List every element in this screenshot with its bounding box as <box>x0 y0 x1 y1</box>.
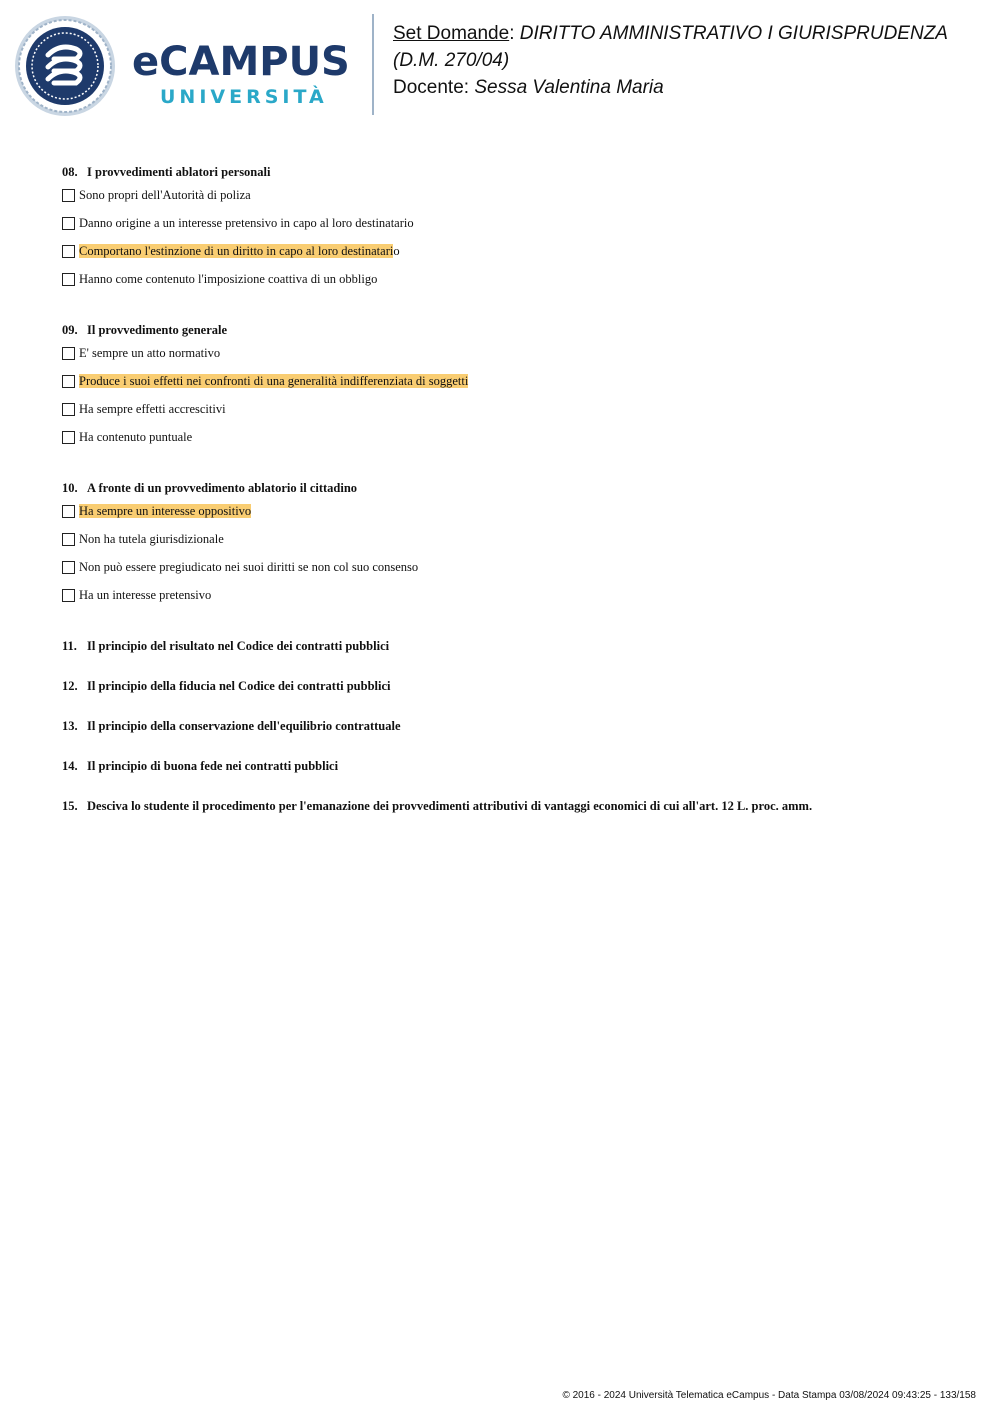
answer-checkbox[interactable] <box>62 375 75 388</box>
answer-options <box>62 346 962 458</box>
answer-checkbox[interactable] <box>62 505 75 518</box>
answer-text <box>79 504 251 519</box>
answer-checkbox[interactable] <box>62 561 75 574</box>
page-header <box>0 0 1000 130</box>
answer-checkbox[interactable] <box>62 403 75 416</box>
question-number: 13. <box>62 719 78 733</box>
ecampus-seal-logo <box>14 15 116 117</box>
question-10 <box>62 478 962 616</box>
answer-text-rest: o <box>393 244 400 258</box>
answer-label: Non può essere pregiudicato nei suoi diritti se non col suo consenso <box>79 560 419 574</box>
question-text: Il principio di buona fede nei contratti pubblici <box>87 759 339 773</box>
answer-checkbox[interactable] <box>62 217 75 230</box>
answer-option[interactable] <box>62 402 962 430</box>
question-title <box>62 756 962 776</box>
question-number: 08. <box>62 165 78 179</box>
question-15 <box>62 796 962 816</box>
answer-text <box>79 374 468 389</box>
question-11 <box>62 636 962 656</box>
answer-label: Hanno come contenuto l'imposizione coattiva di un obbligo <box>79 272 378 286</box>
answer-checkbox[interactable] <box>62 273 75 286</box>
question-title <box>62 162 962 182</box>
answer-checkbox[interactable] <box>62 431 75 444</box>
highlighted-answer-text: Comportano l'estinzione di un diritto in capo al loro destinatari <box>79 244 394 258</box>
answer-checkbox[interactable] <box>62 533 75 546</box>
question-text: Desciva lo studente il procedimento per l'emanazione dei provvedimenti attributivi di vantaggi economici di cui all'art. 12 L. proc. amm. <box>87 799 813 813</box>
teacher-value: Sessa Valentina Maria <box>474 77 664 98</box>
question-text: I provvedimenti ablatori personali <box>87 165 271 179</box>
question-number: 15. <box>62 799 78 813</box>
answer-option[interactable] <box>62 588 962 616</box>
question-text: Il principio della conservazione dell'equilibrio contrattuale <box>87 719 401 733</box>
teacher-line <box>393 74 983 101</box>
answer-checkbox[interactable] <box>62 189 75 202</box>
highlighted-answer-text: Ha sempre un interesse oppositivo <box>79 504 252 518</box>
answer-label: Danno origine a un interesse pretensivo in capo al loro destinatario <box>79 216 414 230</box>
set-line <box>393 20 983 74</box>
question-13 <box>62 716 962 736</box>
question-number: 14. <box>62 759 78 773</box>
question-title <box>62 716 962 736</box>
answer-text <box>79 272 377 287</box>
answer-text <box>79 244 400 259</box>
answer-label: Ha un interesse pretensivo <box>79 588 212 602</box>
answer-text <box>79 560 418 575</box>
answer-option[interactable] <box>62 216 962 244</box>
question-09 <box>62 320 962 458</box>
header-divider <box>372 14 374 115</box>
answer-text <box>79 532 224 547</box>
answer-text <box>79 188 251 203</box>
answer-option[interactable] <box>62 244 962 272</box>
page-footer: © 2016 - 2024 Università Telematica eCampus - Data Stampa 03/08/2024 09:43:25 - 133/158 <box>562 1390 976 1401</box>
answer-label: Ha contenuto puntuale <box>79 430 193 444</box>
answer-text <box>79 430 192 445</box>
answer-options <box>62 188 962 300</box>
question-number: 12. <box>62 679 78 693</box>
answer-option[interactable] <box>62 188 962 216</box>
answer-checkbox[interactable] <box>62 245 75 258</box>
question-title <box>62 676 962 696</box>
set-value: DIRITTO AMMINISTRATIVO I GIURISPRUDENZA (D.M. 270/04) <box>393 23 948 71</box>
header-info <box>393 20 983 101</box>
answer-option[interactable] <box>62 346 962 374</box>
answer-option[interactable] <box>62 504 962 532</box>
answer-option[interactable] <box>62 272 962 300</box>
answer-option[interactable] <box>62 532 962 560</box>
ecampus-wordmark <box>132 40 350 108</box>
brand-subtitle: UNIVERSITÀ <box>160 86 328 108</box>
question-text: A fronte di un provvedimento ablatorio il cittadino <box>87 481 358 495</box>
question-number: 11. <box>62 639 77 653</box>
set-label: Set Domande <box>393 23 510 44</box>
question-number: 09. <box>62 323 78 337</box>
set-separator: : <box>509 23 515 44</box>
highlighted-answer-text: Produce i suoi effetti nei confronti di una generalità indifferenziata di soggetti <box>79 374 469 388</box>
question-title <box>62 320 962 340</box>
answer-label: E' sempre un atto normativo <box>79 346 221 360</box>
answer-label: Ha sempre effetti accrescitivi <box>79 402 226 416</box>
question-text: Il provvedimento generale <box>87 323 228 337</box>
question-title <box>62 636 962 656</box>
brand-name: eCAMPUS <box>132 39 350 85</box>
question-title <box>62 796 962 816</box>
answer-label: Non ha tutela giurisdizionale <box>79 532 224 546</box>
question-list <box>62 162 962 836</box>
answer-checkbox[interactable] <box>62 589 75 602</box>
question-text: Il principio della fiducia nel Codice dei contratti pubblici <box>87 679 391 693</box>
answer-option[interactable] <box>62 374 962 402</box>
answer-text <box>79 588 211 603</box>
answer-label: Sono propri dell'Autorità di poliza <box>79 188 251 202</box>
question-08 <box>62 162 962 300</box>
answer-options <box>62 504 962 616</box>
question-14 <box>62 756 962 776</box>
question-text: Il principio del risultato nel Codice dei contratti pubblici <box>87 639 390 653</box>
answer-text <box>79 402 226 417</box>
answer-option[interactable] <box>62 560 962 588</box>
answer-checkbox[interactable] <box>62 347 75 360</box>
question-number: 10. <box>62 481 78 495</box>
question-12 <box>62 676 962 696</box>
answer-option[interactable] <box>62 430 962 458</box>
question-title <box>62 478 962 498</box>
answer-text <box>79 346 220 361</box>
teacher-label: Docente: <box>393 77 470 98</box>
answer-text <box>79 216 414 231</box>
